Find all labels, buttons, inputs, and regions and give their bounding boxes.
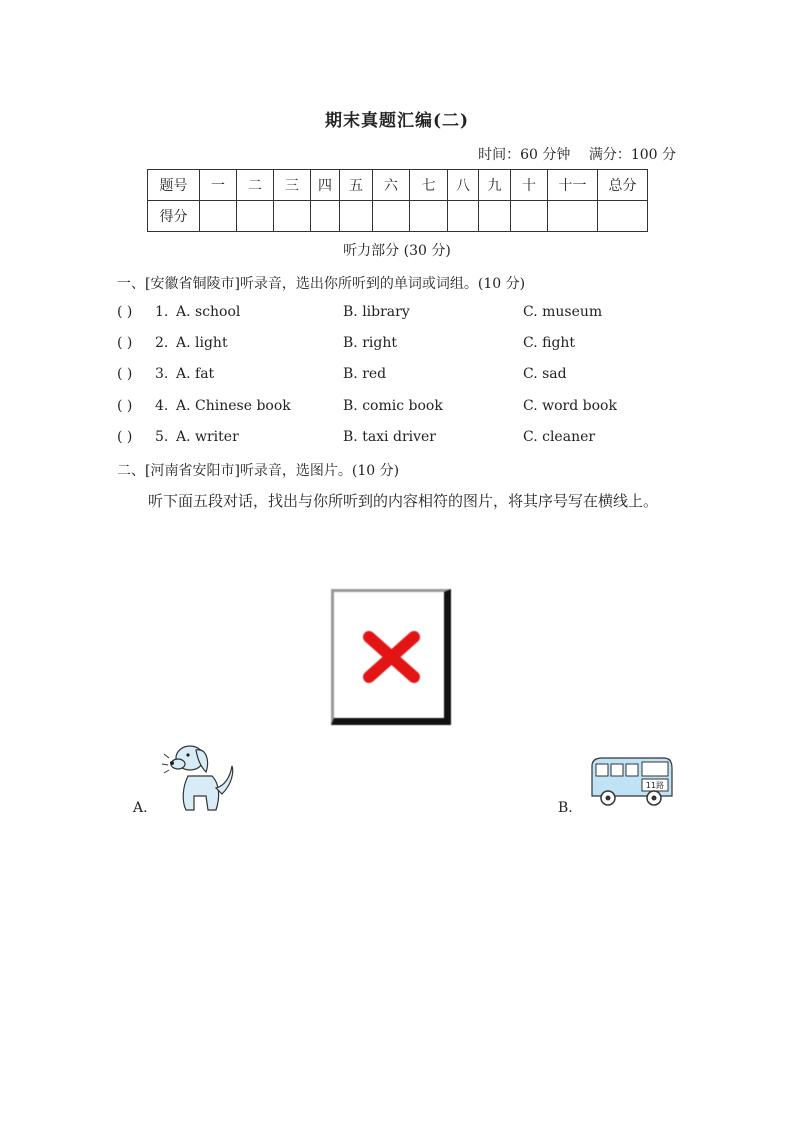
score-table-header-label: 题号 (148, 170, 200, 201)
section-title: 听力部分 (30 分) (343, 243, 451, 259)
answer-blank[interactable]: ( ) (117, 304, 133, 320)
score-cell (200, 201, 237, 232)
score-table-row-label: 得分 (148, 201, 200, 232)
score-col-3: 三 (274, 170, 311, 201)
option-c: C. cleaner (523, 429, 596, 445)
question-row-2 (117, 335, 717, 355)
score-col-1: 一 (200, 170, 237, 201)
score-cell (598, 201, 648, 232)
option-a: A. writer (176, 429, 239, 445)
bus-icon (586, 752, 676, 812)
score-table-score-row (148, 201, 648, 232)
score-cell (311, 201, 340, 232)
score-col-10: 十 (511, 170, 548, 201)
option-a: A. school (176, 304, 241, 320)
bus-route-sign: 11路 (645, 781, 665, 790)
option-c: C. word book (523, 398, 617, 414)
question-row-5 (117, 429, 717, 449)
answer-blank[interactable]: ( ) (117, 398, 133, 414)
exam-time: 时间：60 分钟 (478, 147, 571, 163)
score-cell (373, 201, 410, 232)
question-number: 4. (155, 398, 169, 414)
score-col-7: 七 (410, 170, 448, 201)
answer-blank[interactable]: ( ) (117, 366, 133, 382)
question-number: 5. (155, 429, 169, 445)
score-col-11: 十一 (548, 170, 598, 201)
question-row-1 (117, 304, 717, 324)
score-col-5: 五 (340, 170, 373, 201)
score-col-2: 二 (237, 170, 274, 201)
score-cell (548, 201, 598, 232)
option-b: B. library (343, 304, 410, 320)
score-cell (410, 201, 448, 232)
score-col-total: 总分 (598, 170, 648, 201)
question-row-3 (117, 366, 717, 386)
option-c: C. sad (523, 366, 567, 382)
question-number: 1. (155, 304, 169, 320)
part2-heading: 二、[河南省安阳市]听录音，选图片。(10 分) (117, 463, 400, 479)
option-b: B. taxi driver (343, 429, 437, 445)
question-row-4 (117, 398, 717, 418)
score-col-8: 八 (448, 170, 479, 201)
score-table (147, 169, 648, 232)
dog-icon (160, 738, 240, 814)
option-b: B. right (343, 335, 397, 351)
option-c: C. fight (523, 335, 576, 351)
score-cell (274, 201, 311, 232)
option-b: B. comic book (343, 398, 443, 414)
score-cell (237, 201, 274, 232)
answer-blank[interactable]: ( ) (117, 335, 133, 351)
score-table-header-row (148, 170, 648, 201)
exam-full-score: 满分：100 分 (588, 147, 676, 163)
part2-instruction: 听下面五段对话，找出与你所听到的内容相符的图片，将其序号写在横线上。 (148, 492, 659, 510)
option-a: A. light (176, 335, 228, 351)
score-col-6: 六 (373, 170, 410, 201)
broken-image-icon (331, 589, 451, 725)
question-number: 3. (155, 366, 169, 382)
question-number: 2. (155, 335, 169, 351)
score-cell (479, 201, 511, 232)
part1-heading: 一、[安徽省铜陵市]听录音，选出你所听到的单词或词组。(10 分) (117, 276, 526, 292)
option-b: B. red (343, 366, 387, 382)
picture-b-label: B. (558, 800, 573, 816)
score-cell (448, 201, 479, 232)
option-a: A. Chinese book (176, 398, 291, 414)
score-cell (340, 201, 373, 232)
option-a: A. fat (176, 366, 215, 382)
page-title: 期末真题汇编(二) (324, 111, 470, 131)
score-cell (511, 201, 548, 232)
broken-x-icon (334, 592, 444, 718)
score-col-9: 九 (479, 170, 511, 201)
picture-a-label: A. (133, 800, 148, 816)
score-col-4: 四 (311, 170, 340, 201)
exam-meta (464, 144, 676, 164)
answer-blank[interactable]: ( ) (117, 429, 133, 445)
option-c: C. museum (523, 304, 603, 320)
